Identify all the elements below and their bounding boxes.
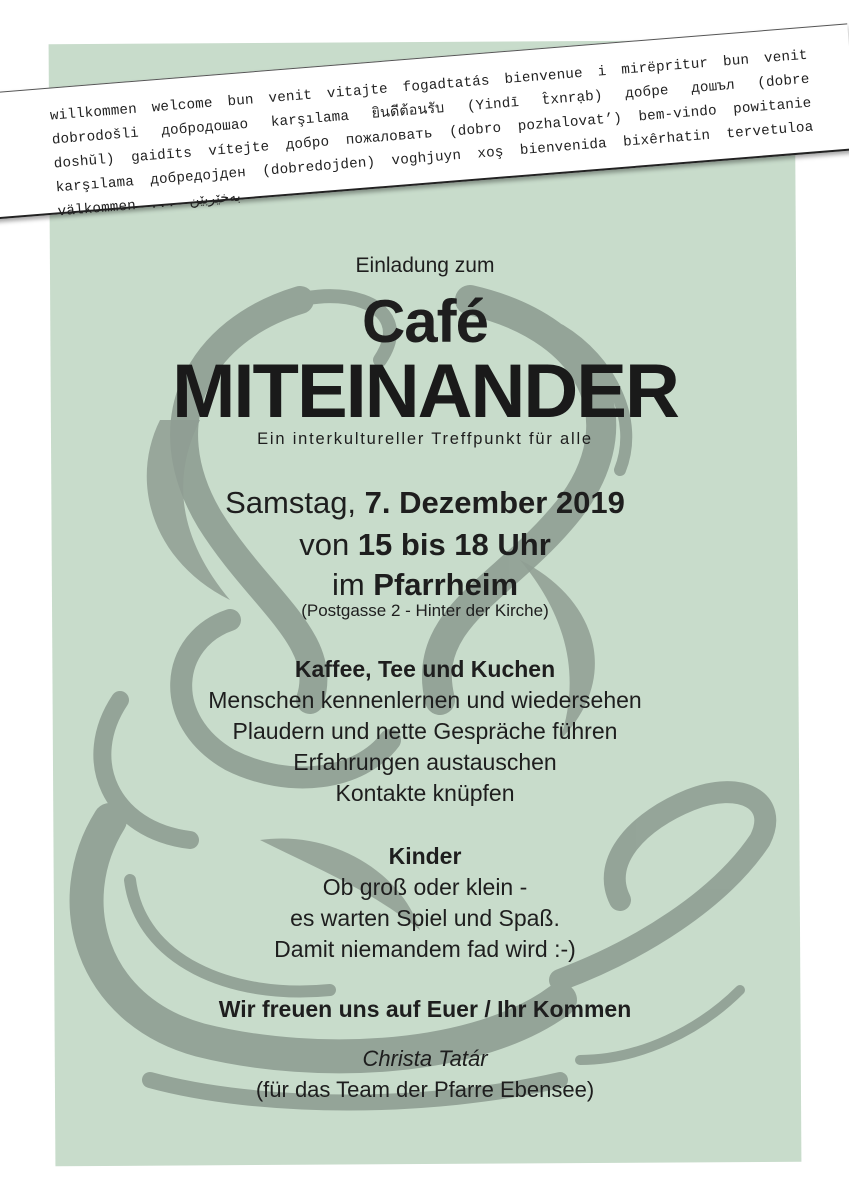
invitation-intro: Einladung zum <box>355 254 495 277</box>
list-item: es warten Spiel und Spaß. <box>290 905 560 931</box>
title-cafe: Café <box>361 288 489 355</box>
welcome-words: willkommen welcome bun venit vitajte fogadtatás bienvenue i mirëpritur bun venit dobrodošli добродошао karşılama ยินดีต้อนรับ (Yindī t̂xnrạb) добре дошъл (dobre doshŭl) gaidīts vítejte добро пожаловать (dobro pozhalovat’) bem-vindo powitanie karşılama добредојден (dobredojden) voghjuyn xoş bienvenida bixêrhatin tervetuloa välkommen ... بەخێربێن <box>49 47 815 221</box>
time-prefix: von <box>299 527 350 562</box>
place-value: Pfarrheim <box>373 567 519 602</box>
list-item: Menschen kennenlernen und wiedersehen <box>208 687 642 713</box>
event-time <box>52 526 798 564</box>
list-item: Ob groß oder klein - <box>322 874 528 900</box>
tagline: Ein interkultureller Treffpunkt für alle <box>257 430 593 448</box>
date-value: 7. Dezember 2019 <box>364 485 625 520</box>
list-item: Erfahrungen austauschen <box>293 749 557 775</box>
signature-block <box>52 1043 798 1105</box>
event-address: (Postgasse 2 - Hinter der Kirche) <box>301 601 549 620</box>
date-prefix: Samstag, <box>225 485 357 520</box>
event-place <box>52 566 798 604</box>
place-prefix: im <box>331 567 365 602</box>
title-miteinander: MITEINANDER <box>172 349 678 434</box>
closing-line: Wir freuen uns auf Euer / Ihr Kommen <box>218 996 632 1022</box>
time-value: 15 bis 18 Uhr <box>357 527 551 562</box>
kids-section <box>52 841 798 965</box>
list-item: Damit niemandem fad wird :-) <box>274 936 576 962</box>
event-date <box>52 484 798 522</box>
list-item: Plaudern und nette Gespräche führen <box>232 718 618 744</box>
offers-heading: Kaffee, Tee und Kuchen <box>294 656 556 682</box>
signature-name: Christa Tatár <box>362 1046 488 1071</box>
kids-heading: Kinder <box>388 843 462 869</box>
signature-role: (für das Team der Pfarre Ebensee) <box>255 1077 595 1102</box>
offers-section <box>52 654 798 809</box>
list-item: Kontakte knüpfen <box>335 780 515 806</box>
